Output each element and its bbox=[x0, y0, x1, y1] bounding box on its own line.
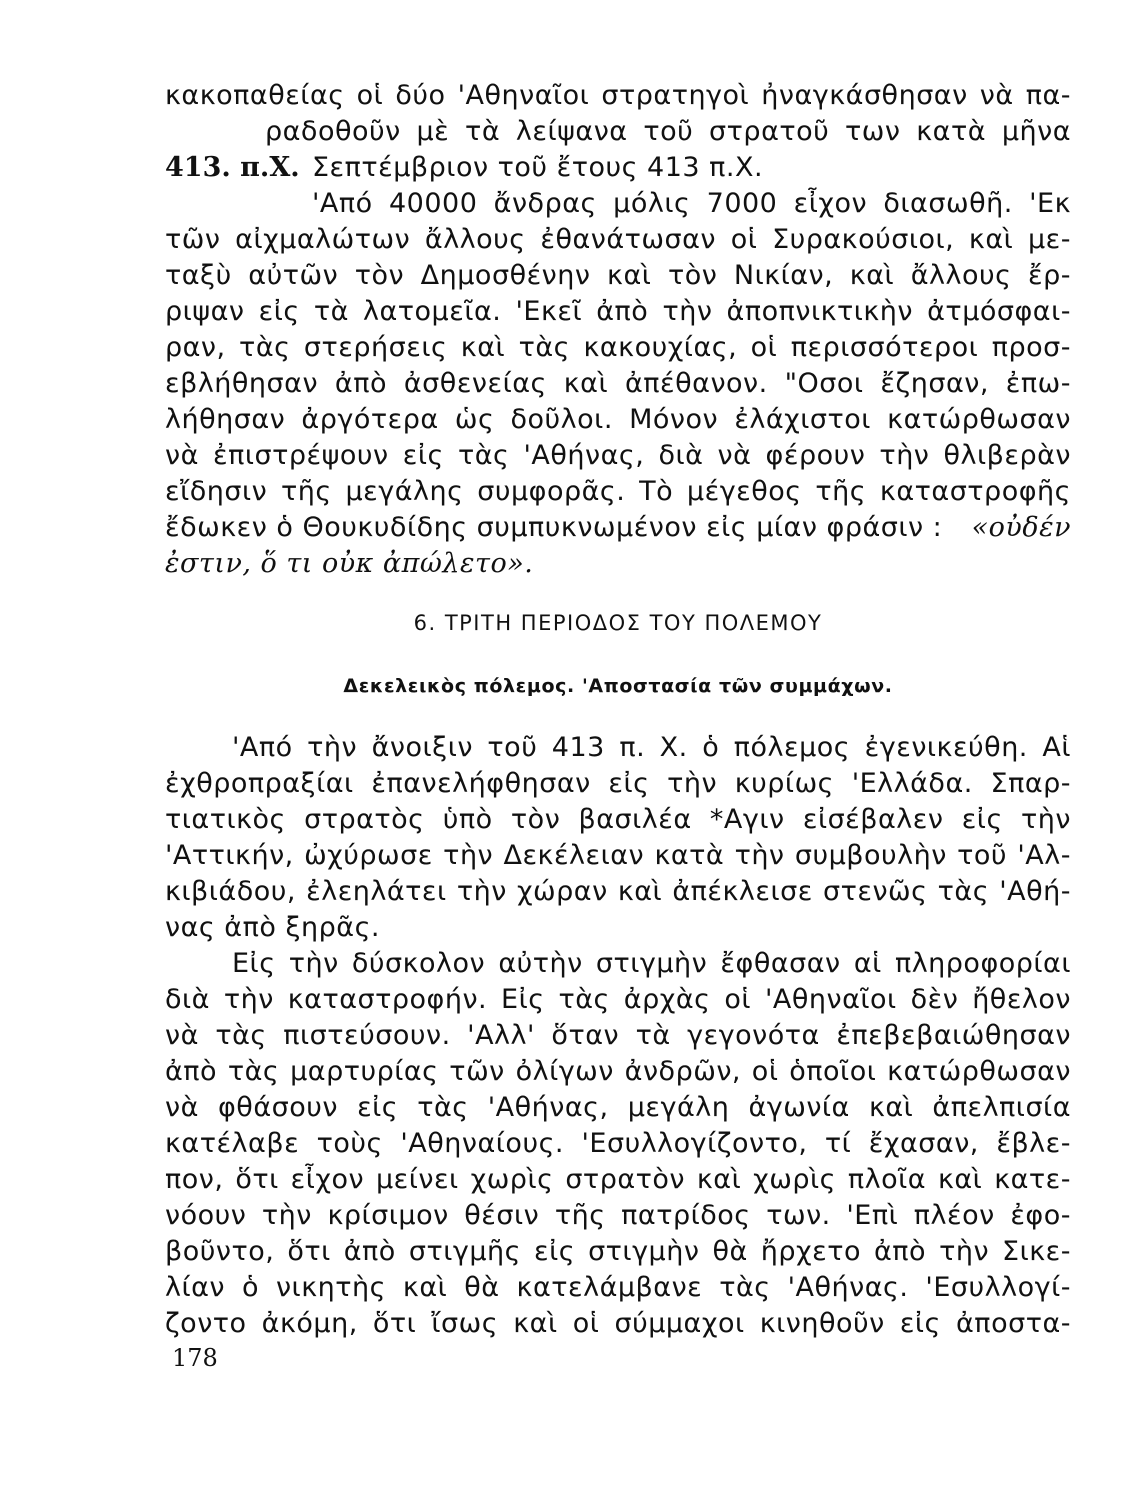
text-line: Σεπτέμβριον τοῦ ἔτους 413 π.Χ. bbox=[312, 152, 764, 183]
text-line: νόουν τὴν κρίσιμον θέσιν τῆς πατρίδος των. 'Επὶ πλέον ἐφο- bbox=[165, 1200, 1071, 1231]
margin-date-note: 413. π.Χ. bbox=[165, 152, 300, 183]
page-number: 178 bbox=[172, 1344, 218, 1372]
quote-start: «οὐδέν bbox=[971, 512, 1071, 543]
text-line: ριψαν εἰς τὰ λατομεῖα. 'Εκεῖ ἀπὸ τὴν ἀποπνικτικὴν ἀτμόσφαι- bbox=[165, 296, 1071, 327]
section-heading: 6. ΤΡΙΤΗ ΠΕΡΙΟΔΟΣ ΤΟΥ ΠΟΛΕΜΟΥ bbox=[413, 611, 823, 635]
text-line: 'Από 40000 ἄνδρας μόλις 7000 εἶχον διασωθῆ. 'Εκ bbox=[312, 188, 1071, 219]
text-line: λήθησαν ἀργότερα ὡς δοῦλοι. Μόνον ἐλάχιστοι κατώρθωσαν bbox=[165, 404, 1071, 435]
text-line: ζοντο ἀκόμη, ὅτι ἴσως καὶ οἱ σύμμαχοι κινηθοῦν εἰς ἀποστα- bbox=[165, 1308, 1071, 1339]
text-line: τῶν αἰχμαλώτων ἄλλους ἐθανάτωσαν οἱ Συρακούσιοι, καὶ με- bbox=[165, 224, 1071, 255]
text-line: 'Αττικήν, ὠχύρωσε τὴν Δεκέλειαν κατὰ τὴν συμβουλὴν τοῦ 'Αλ- bbox=[165, 840, 1071, 871]
text-line: εἴδησιν τῆς μεγάλης συμφορᾶς. Τὸ μέγεθος τῆς καταστροφῆς bbox=[165, 476, 1071, 507]
text-line: ταξὺ αὐτῶν τὸν Δημοσθένην καὶ τὸν Νικίαν, καὶ ἄλλους ἔρ- bbox=[165, 260, 1071, 291]
text-line: κακοπαθείας οἱ δύο 'Αθηναῖοι στρατηγοὶ ἠναγκάσθησαν νὰ πα- bbox=[165, 80, 1071, 111]
text-line: 'Από τὴν ἄνοιξιν τοῦ 413 π. Χ. ὁ πόλεμος ἐγενικεύθη. Αἱ bbox=[232, 732, 1071, 763]
text-line: τιατικὸς στρατὸς ὑπὸ τὸν βασιλέα *Αγιν εἰσέβαλεν εἰς τὴν bbox=[165, 804, 1071, 835]
text-line: νὰ φθάσουν εἰς τὰς 'Αθήνας, μεγάλη ἀγωνία καὶ ἀπελπισία bbox=[165, 1092, 1071, 1123]
text-line: νας ἀπὸ ξηρᾶς. bbox=[165, 912, 380, 943]
text-line: διὰ τὴν καταστροφήν. Εἰς τὰς ἀρχὰς οἱ 'Αθηναῖοι δὲν ἤθελον bbox=[165, 984, 1071, 1015]
text-line: νὰ τὰς πιστεύσουν. 'Αλλ' ὅταν τὰ γεγονότα ἐπεβεβαιώθησαν bbox=[165, 1020, 1071, 1051]
quote-end: ἐστιν, ὅ τι οὐκ ἀπώλετο». bbox=[165, 548, 534, 579]
text-line: νὰ ἐπιστρέψουν εἰς τὰς 'Αθήνας, διὰ νὰ φέρουν τὴν θλιβερὰν bbox=[165, 440, 1071, 471]
text-line-with-quote bbox=[165, 510, 1071, 546]
text-line: πον, ὅτι εἶχον μείνει χωρὶς στρατὸν καὶ χωρὶς πλοῖα καὶ κατε- bbox=[165, 1164, 1071, 1195]
text-line: ἀπὸ τὰς μαρτυρίας τῶν ὀλίγων ἀνδρῶν, οἱ ὁποῖοι κατώρθωσαν bbox=[165, 1056, 1071, 1087]
text-line: εβλήθησαν ἀπὸ ἀσθενείας καὶ ἀπέθανον. "Οσοι ἔζησαν, ἐπω- bbox=[165, 368, 1071, 399]
text-line: ἐχθροπραξίαι ἐπανελήφθησαν εἰς τὴν κυρίως 'Ελλάδα. Σπαρ- bbox=[165, 768, 1071, 799]
text-line: λίαν ὁ νικητὴς καὶ θὰ κατελάμβανε τὰς 'Αθήνας. 'Εσυλλογί- bbox=[165, 1272, 1071, 1303]
text-segment: ἔδωκεν ὁ Θουκυδίδης συμπυκνωμένον εἰς μίαν φράσιν : bbox=[165, 512, 943, 543]
text-line: κιβιάδου, ἐλεηλάτει τὴν χώραν καὶ ἀπέκλεισε στενῶς τὰς 'Αθή- bbox=[165, 876, 1071, 907]
text-line: Εἰς τὴν δύσκολον αὐτὴν στιγμὴν ἔφθασαν αἱ πληροφορίαι bbox=[232, 948, 1071, 979]
text-line: κατέλαβε τοὺς 'Αθηναίους. 'Εσυλλογίζοντο, τί ἔχασαν, ἔβλε- bbox=[165, 1128, 1071, 1159]
section-subheading: Δεκελεικὸς πόλεμος. 'Αποστασία τῶν συμμάχων. bbox=[343, 675, 893, 697]
text-line: βοῦντο, ὅτι ἀπὸ στιγμῆς εἰς στιγμὴν θὰ ἤρχετο ἀπὸ τὴν Σικε- bbox=[165, 1236, 1071, 1267]
text-line: ραδοθοῦν μὲ τὰ λείψανα τοῦ στρατοῦ των κατὰ μῆνα bbox=[265, 116, 1071, 147]
text-line: ραν, τὰς στερήσεις καὶ τὰς κακουχίας, οἱ περισσότεροι προσ- bbox=[165, 332, 1071, 363]
